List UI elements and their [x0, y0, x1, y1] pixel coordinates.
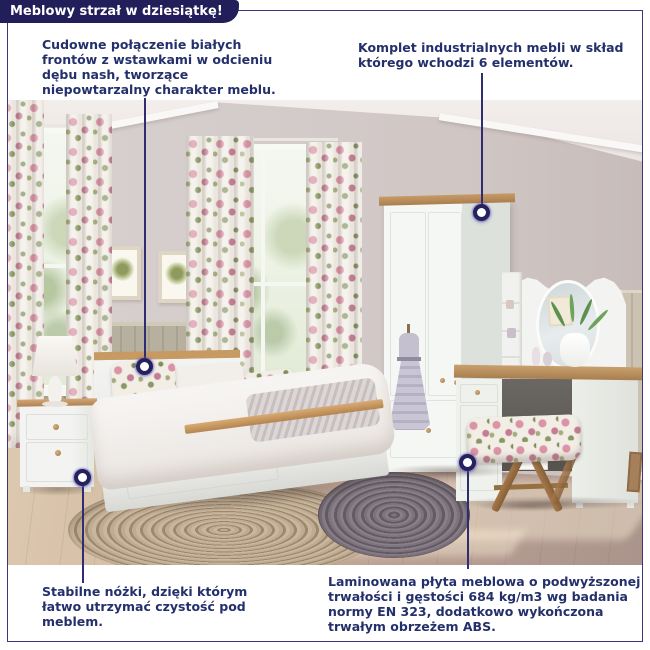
knob	[55, 450, 61, 456]
callout-line-top-right	[481, 73, 483, 213]
annotation-bottom-right	[328, 574, 640, 634]
annotation-line: dębu nash, tworzące	[42, 67, 189, 82]
vanity-oak-top	[454, 365, 642, 381]
annotation-line: normy EN 323, dodatkowo wykończona	[328, 604, 604, 619]
annotation-line: Stabilne nóżki, dzięki którym	[42, 584, 248, 599]
callout-marker	[136, 358, 153, 375]
annotation-line: meblem.	[42, 614, 103, 629]
promo-badge	[0, 0, 239, 23]
bedroom-photo	[8, 100, 642, 565]
furniture-foot	[23, 486, 30, 492]
lamp-body	[48, 376, 62, 404]
hanging-dress-bodice	[399, 333, 419, 359]
annotation-line: niepowtarzalny charakter meblu.	[42, 82, 276, 97]
annotation-line: trwałym obrzeżem ABS.	[328, 619, 496, 634]
knob	[426, 428, 431, 433]
annotation-top-left	[42, 37, 276, 97]
callout-line-top-left	[144, 98, 146, 367]
wooden-edge-right	[627, 452, 642, 493]
jug-vase	[560, 333, 590, 367]
annotation-line: Cudowne połączenie białych	[42, 37, 242, 52]
shelf-line	[502, 356, 522, 358]
callout-line-bottom-left	[82, 478, 84, 583]
knob	[475, 390, 480, 395]
vanity-side-shelves	[502, 272, 522, 372]
annotation-top-right	[358, 40, 624, 70]
annotation-line: trwałości i gęstości 684 kg/m3 wg badania	[328, 589, 628, 604]
annotation-line: którego wchodzi 6 elementów.	[358, 55, 574, 70]
knob	[53, 424, 59, 430]
callout-marker	[473, 204, 490, 221]
lamp-base	[42, 401, 68, 407]
lamp-shade	[32, 336, 78, 376]
window-mullion	[261, 150, 265, 378]
promo-badge-label: Meblowy strzał w dziesiątkę!	[10, 4, 223, 19]
hanging-dress-sash	[397, 357, 421, 361]
annotation-line: Laminowana płyta meblowa o podwyższonej	[328, 574, 641, 589]
shelf-trinket	[507, 328, 516, 338]
perfume-bottle	[543, 352, 552, 366]
shelf-trinket	[506, 300, 514, 309]
callout-marker	[74, 469, 91, 486]
callout-line-bottom-right	[467, 463, 469, 569]
callout-marker	[459, 454, 476, 471]
furniture-foot	[84, 486, 91, 492]
annotation-line: Komplet industrialnych mebli w skład	[358, 40, 624, 55]
knob	[440, 378, 445, 383]
wardrobe-shadow	[384, 464, 514, 478]
curtain-panel	[8, 100, 44, 448]
perfume-bottle	[532, 347, 540, 366]
annotation-line: frontów z wstawkami w odcieniu	[42, 52, 273, 67]
stool-floral-cushion	[466, 414, 582, 464]
annotation-bottom-left	[42, 584, 247, 629]
annotation-line: łatwo utrzymać czystość pod	[42, 599, 246, 614]
